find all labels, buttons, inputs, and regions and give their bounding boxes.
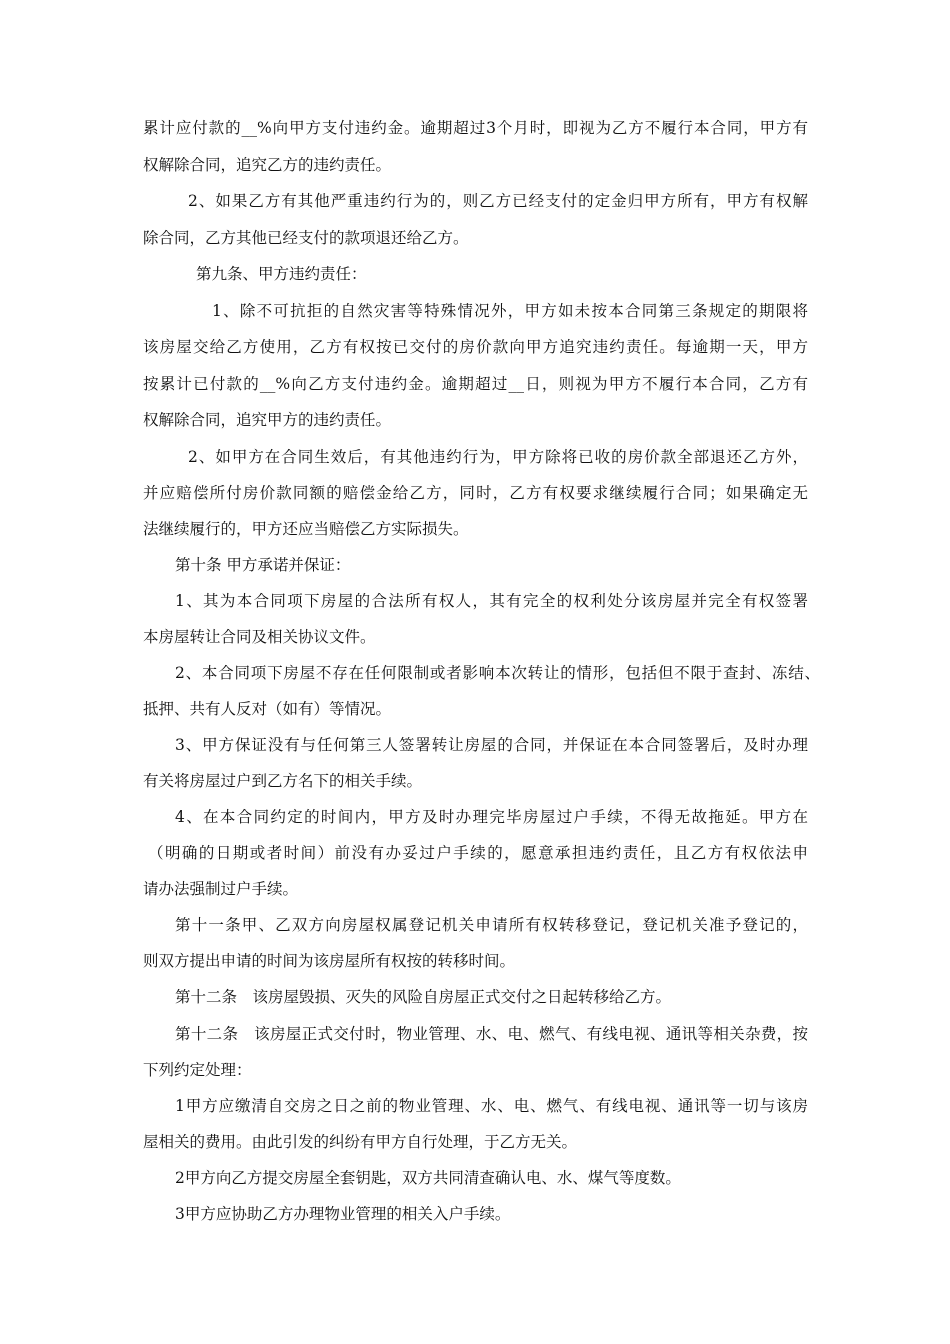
text-line: 2甲方向乙方提交房屋全套钥匙，双方共同清查确认电、水、煤气等度数。 (175, 1169, 681, 1187)
text-line: 累计应付款的__%向甲方支付违约金。逾期超过3个月时，即视为乙方不履行本合同，甲方有 (143, 119, 808, 137)
text-line: 3、甲方保证没有与任何第三人签署转让房屋的合同，并保证在本合同签署后，及时办理 (175, 736, 808, 754)
text-line: 2、如果乙方有其他严重违约行为的，则乙方已经支付的定金归甲方所有，甲方有权解 (188, 192, 808, 210)
text-line: 请办法强制过户手续。 (143, 880, 299, 898)
text-line: 2、本合同项下房屋不存在任何限制或者影响本次转让的情形，包括但不限于查封、冻结、 (175, 664, 820, 682)
text-line: 1、除不可抗拒的自然灾害等特殊情况外，甲方如未按本合同第三条规定的期限将 (212, 302, 808, 320)
text-line: 法继续履行的，甲方还应当赔偿乙方实际损失。 (143, 520, 469, 538)
text-line: 权解除合同，追究甲方的违约责任。 (143, 411, 392, 429)
text-line: 抵押、共有人反对（如有）等情况。 (143, 700, 392, 718)
text-line: 第十一条甲、乙双方向房屋权属登记机关申请所有权转移登记，登记机关准予登记的， (175, 916, 808, 934)
text-line: 第十二条 该房屋毁损、灭失的风险自房屋正式交付之日起转移给乙方。 (175, 988, 672, 1006)
text-line: 3甲方应协助乙方办理物业管理的相关入户手续。 (175, 1205, 511, 1223)
text-line: 有关将房屋过户到乙方名下的相关手续。 (143, 772, 423, 790)
text-line: 本房屋转让合同及相关协议文件。 (143, 628, 376, 646)
text-line: 1、其为本合同项下房屋的合法所有权人，其有完全的权利处分该房屋并完全有权签署 (175, 592, 808, 610)
text-line: 4、在本合同约定的时间内，甲方及时办理完毕房屋过户手续，不得无故拖延。甲方在 (175, 808, 808, 826)
text-line: （明确的日期或者时间）前没有办妥过户手续的，愿意承担违约责任，且乙方有权依法申 (148, 844, 808, 862)
text-line: 该房屋交给乙方使用，乙方有权按已交付的房价款向甲方追究违约责任。每逾期一天，甲方 (143, 338, 808, 356)
text-line: 下列约定处理： (143, 1061, 252, 1079)
text-line: 屋相关的费用。由此引发的纠纷有甲方自行处理，于乙方无关。 (143, 1133, 578, 1151)
text-line: 并应赔偿所付房价款同额的赔偿金给乙方，同时，乙方有权要求继续履行合同；如果确定无 (143, 484, 808, 502)
text-line: 权解除合同，追究乙方的违约责任。 (143, 156, 392, 174)
section-heading: 第九条、甲方违约责任： (196, 265, 367, 283)
text-line: 1甲方应缴清自交房之日之前的物业管理、水、电、燃气、有线电视、通讯等一切与该房 (175, 1097, 808, 1115)
text-line: 按累计已付款的__%向乙方支付违约金。逾期超过__日，则视为甲方不履行本合同，乙方有 (143, 375, 808, 393)
text-line: 第十二条 该房屋正式交付时，物业管理、水、电、燃气、有线电视、通讯等相关杂费，按 (175, 1025, 808, 1043)
section-heading: 第十条 甲方承诺并保证： (175, 556, 351, 574)
text-line: 则双方提出申请的时间为该房屋所有权按的转移时间。 (143, 952, 516, 970)
text-line: 2、如甲方在合同生效后，有其他违约行为，甲方除将已收的房价款全部退还乙方外， (188, 448, 808, 466)
text-line: 除合同，乙方其他已经支付的款项退还给乙方。 (143, 229, 469, 247)
